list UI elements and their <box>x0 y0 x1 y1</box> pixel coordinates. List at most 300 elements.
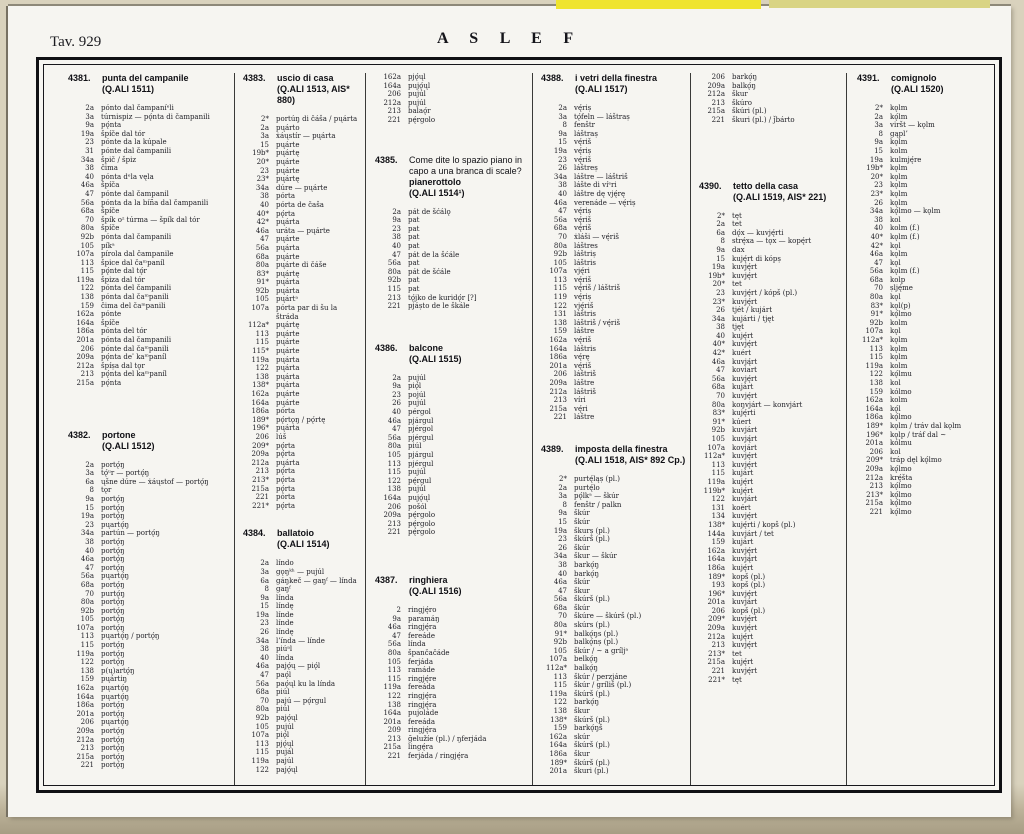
data-row <box>243 731 361 740</box>
entry-4382 <box>68 430 230 770</box>
dialect-form: láštriš / vę́riš <box>574 318 621 327</box>
point-number: 112a* <box>545 664 567 673</box>
point-number: 213 <box>387 107 401 116</box>
dialect-form: pujoláde <box>408 709 439 718</box>
point-number: 186a <box>865 413 883 422</box>
data-row <box>375 417 528 426</box>
dialect-form: pórta <box>276 493 296 502</box>
dialect-form: kǫlm <box>890 181 908 190</box>
data-row <box>857 104 990 113</box>
point-number: 107a <box>76 250 94 259</box>
point-number: 164a <box>707 555 725 564</box>
dialect-form: kǫ́lmo <box>890 499 912 508</box>
dialect-form: pųárte <box>276 166 300 175</box>
dialect-form: škúr <box>574 578 590 587</box>
dialect-form: pųárta <box>276 355 300 364</box>
dialect-form: pųárte <box>276 398 300 407</box>
point-number: 23 <box>392 390 401 399</box>
dialect-form: portǫ́ŋ <box>101 503 125 512</box>
data-row <box>68 486 230 495</box>
dialect-form: pajúl <box>276 756 294 765</box>
dialect-form: škúr / gríliš (pl.) <box>574 681 632 690</box>
point-number: 213 <box>387 293 401 302</box>
data-row <box>68 641 230 650</box>
point-number: 122 <box>387 691 401 700</box>
dialect-form: dǫ́x — kuvję́rti <box>732 228 784 237</box>
data-row <box>68 302 230 311</box>
dialect-form: tęt <box>732 211 742 220</box>
dialect-form: pųártę <box>276 175 300 184</box>
dialect-form: skúrs (pl.) <box>574 621 610 630</box>
data-row <box>375 494 528 503</box>
point-number: 91* <box>554 629 567 638</box>
point-number: 213 <box>711 98 725 107</box>
dialect-form: vę́riš <box>574 336 592 345</box>
data-row <box>243 680 361 689</box>
point-number: 20* <box>256 157 269 166</box>
point-number: 112a* <box>861 336 883 345</box>
data-row <box>243 175 361 184</box>
dialect-form: škur <box>574 707 590 715</box>
data-row <box>857 422 990 431</box>
dialect-form: portǫ́ŋ <box>101 598 125 607</box>
dialect-form: škuri (pl.) <box>574 767 609 776</box>
data-row <box>857 439 990 448</box>
dialect-form: pjáṣto de le škále <box>408 302 470 311</box>
point-number: 42* <box>870 241 883 250</box>
data-row <box>699 107 842 116</box>
dialect-form: kuję́rt di kópṣ <box>732 254 781 263</box>
dialect-form: kǫ́lmo — kǫlm <box>890 207 941 216</box>
entry-number: 4384. <box>243 528 266 539</box>
data-row <box>68 761 230 770</box>
data-row <box>699 452 842 461</box>
data-row <box>375 259 528 268</box>
dialect-form: ringję́ra <box>408 726 437 735</box>
point-number: 2a <box>392 373 401 382</box>
dialect-form: uráta — pųárte <box>276 226 330 235</box>
data-row <box>541 509 686 518</box>
dialect-form: pųárte <box>276 252 300 261</box>
data-row <box>541 518 686 527</box>
dialect-form: škúrš (pl.) <box>574 715 610 724</box>
point-number: 113 <box>80 258 94 267</box>
data-row <box>68 684 230 693</box>
data-row <box>541 707 686 716</box>
data-row <box>375 485 528 494</box>
data-row <box>541 319 686 328</box>
dialect-form: fenštr <box>574 121 595 130</box>
dialect-form: pat <box>408 284 420 293</box>
dialect-form: portǫ́ŋ <box>101 512 125 521</box>
point-number: 23 <box>85 520 94 529</box>
data-row <box>857 336 990 345</box>
data-row <box>243 577 361 586</box>
data-row <box>243 132 361 141</box>
data-row <box>243 261 361 270</box>
data-row <box>375 451 528 460</box>
point-number: 80a <box>255 705 269 714</box>
point-number: 189* <box>252 415 269 424</box>
point-number: 2* <box>717 211 725 220</box>
data-row <box>541 224 686 233</box>
entry-heading-text <box>102 430 230 452</box>
content-frame <box>36 57 1002 793</box>
dialect-form: kuvją́rt <box>732 555 758 564</box>
dialect-form: kuvję́rt <box>732 624 758 633</box>
point-number: 122 <box>80 658 94 667</box>
point-number: 9a <box>392 614 401 623</box>
entry-heading <box>541 444 686 466</box>
point-number: 113 <box>553 672 567 681</box>
point-number: 138* <box>252 381 269 390</box>
dialect-form: portǫ́ŋ <box>101 615 125 624</box>
dialect-form: línda <box>276 593 294 602</box>
point-number: 92b <box>80 232 94 241</box>
point-number: 113 <box>255 739 269 748</box>
entry-heading <box>375 575 528 597</box>
data-row <box>541 336 686 345</box>
entry-number: 4391. <box>857 73 880 83</box>
point-number: 119b* <box>703 486 725 495</box>
point-number: 215a <box>549 404 567 413</box>
dialect-form: portǫ́ŋ <box>101 555 125 564</box>
data-row <box>68 512 230 521</box>
point-number: 2* <box>559 474 567 483</box>
data-row <box>541 302 686 311</box>
dialect-form: kol <box>890 379 901 387</box>
data-row <box>243 201 361 210</box>
dialect-form: pųárta <box>276 286 300 295</box>
point-number: 215a <box>707 658 725 667</box>
data-row <box>375 649 528 658</box>
entry-4386 <box>375 343 528 537</box>
point-number: 56a <box>80 198 94 207</box>
dialect-form: ğelužíe (pl.) / ŋferjáda <box>408 734 487 743</box>
dialect-form: víri <box>574 396 586 405</box>
dialect-form: láštriš <box>574 387 596 396</box>
dialect-form: fereáde <box>408 631 436 640</box>
dialect-form: škur <box>574 749 590 758</box>
point-number: 107a <box>549 655 567 664</box>
data-row <box>375 709 528 718</box>
dialect-form: pjérgol <box>408 425 434 434</box>
dialect-form: lúš <box>276 432 287 441</box>
data-row <box>68 173 230 182</box>
point-number: 221 <box>387 752 401 761</box>
dialect-form: piúl <box>276 705 290 714</box>
dialect-form: škúrš (pl.) <box>574 535 610 544</box>
data-row <box>857 482 990 491</box>
dialect-form: škur <box>574 586 590 595</box>
data-row <box>541 501 686 510</box>
data-row <box>857 242 990 251</box>
point-number: 138 <box>869 379 883 387</box>
point-number: 212a <box>707 90 725 99</box>
data-row <box>68 504 230 513</box>
data-row <box>375 425 528 434</box>
dialect-form: pjárgul <box>408 416 434 425</box>
data-row <box>541 690 686 699</box>
point-number: 9a <box>392 216 401 225</box>
data-row <box>857 396 990 405</box>
data-row <box>857 199 990 208</box>
dialect-form: kǫlm <box>890 353 908 362</box>
dialect-form: pónte dal čaᵐpanili <box>101 344 169 353</box>
data-row <box>68 138 230 147</box>
point-number: 56a <box>869 267 883 276</box>
point-number: 9a <box>874 138 883 147</box>
data-row <box>699 487 842 496</box>
data-row <box>243 278 361 287</box>
point-number: 159 <box>553 724 567 733</box>
dialect-form: kuvję́rt <box>732 452 758 461</box>
dialect-form: purtę́ląṣ (pl.) <box>574 474 620 483</box>
entry-number: 4386. <box>375 342 398 353</box>
entry-4389 <box>541 444 686 776</box>
point-number: 201a <box>549 767 567 776</box>
point-number: 6a <box>260 576 269 585</box>
point-number: 206 <box>255 432 269 441</box>
dialect-form: fenštr / palkn <box>574 500 622 509</box>
point-number: 209a <box>76 353 94 362</box>
point-number: 107a <box>251 731 269 740</box>
data-row <box>541 190 686 199</box>
column-1 <box>44 73 234 785</box>
point-number: 40 <box>260 653 269 662</box>
dialect-form: pjǫ́ųl <box>408 73 426 81</box>
data-row <box>243 338 361 347</box>
continuation-rows <box>375 73 528 125</box>
data-row <box>541 741 686 750</box>
point-number: 3a <box>558 492 567 501</box>
data-row <box>857 113 990 122</box>
point-number: 56a <box>255 679 269 688</box>
point-number: 209a <box>76 727 94 735</box>
dialect-form: kǫlm <box>890 250 908 259</box>
dialect-form: kujárti / tjęt <box>732 314 775 323</box>
data-row <box>857 388 990 397</box>
dialect-form: kǫ́lmo <box>890 490 912 499</box>
dialect-form: portǫ́ŋ <box>101 744 125 753</box>
dialect-form: pųárto <box>276 123 300 132</box>
data-row <box>375 640 528 649</box>
data-row <box>243 485 361 494</box>
data-row <box>541 267 686 276</box>
dialect-form: vę́riṣ <box>574 207 592 216</box>
point-number: 23 <box>716 288 725 297</box>
dialect-form: pǫ́nte dal tǫ́r <box>101 267 147 276</box>
point-number: 38 <box>260 645 269 654</box>
entry-heading <box>68 430 230 452</box>
dialect-form: pát de šćálǫ <box>408 207 451 216</box>
dialect-form: škuri (pl.) / ǰbárto <box>732 115 795 124</box>
data-row <box>699 82 842 91</box>
dialect-form: ramáde <box>408 666 435 675</box>
dialect-form: čima del čaᵐpanili <box>101 301 166 310</box>
point-number: 47 <box>260 235 269 244</box>
entry-heading-text <box>277 73 361 106</box>
point-number: 9a <box>392 382 401 391</box>
dialect-form: kǫlp / tráf dal ~ <box>890 430 947 439</box>
dialect-form: portúŋ di čáša / pųárta <box>276 115 358 123</box>
dialect-form: pųárte <box>276 390 300 398</box>
dialect-form: pónta del čampanili <box>101 284 172 293</box>
point-number: 162a <box>549 336 567 345</box>
data-row <box>541 113 686 122</box>
point-number: 209* <box>708 615 725 624</box>
point-number: 15 <box>558 517 567 526</box>
point-number: 40 <box>392 408 401 417</box>
point-number: 47 <box>874 258 883 267</box>
point-number: 3a <box>260 132 269 141</box>
entry-4384 <box>243 528 361 774</box>
dialect-form: kujárt <box>732 469 754 478</box>
point-number: 3a <box>874 121 883 130</box>
dialect-form: pat <box>408 233 420 242</box>
dialect-form: pųártę <box>276 321 300 330</box>
point-number: 122 <box>387 476 401 485</box>
dialect-form: kuvję́rt <box>732 374 758 383</box>
point-number: 164a <box>549 344 567 353</box>
data-row <box>699 298 842 307</box>
dialect-form: portǫ́ŋ <box>101 494 125 503</box>
dialect-form: purtę́lo <box>574 483 600 492</box>
point-number: 215a <box>76 752 94 761</box>
dialect-form: portǫ́ŋ <box>101 761 125 770</box>
point-number: 209a <box>251 450 269 459</box>
dialect-form: láštris <box>574 310 596 319</box>
data-row <box>243 184 361 193</box>
entry-number: 4389. <box>541 443 564 454</box>
dialect-form: pǫ́nta <box>101 379 122 387</box>
data-row <box>541 570 686 579</box>
data-row <box>375 233 528 242</box>
data-row <box>857 190 990 199</box>
dialect-form: pǫ́rta <box>276 450 296 459</box>
dialect-form: tráp dęl kǫ́lmo <box>890 456 942 465</box>
data-row <box>699 667 842 676</box>
data-row <box>699 641 842 650</box>
data-row <box>699 255 842 264</box>
dialect-form: kǫl <box>890 327 901 336</box>
point-number: 19a <box>553 526 567 535</box>
data-row <box>68 293 230 302</box>
data-row <box>68 284 230 293</box>
point-number: 23 <box>558 155 567 164</box>
dialect-form: vę́riṣ <box>574 293 592 302</box>
dialect-form: kǫ́lmo <box>890 413 912 422</box>
data-row <box>375 225 528 234</box>
dialect-form: portǫ́ŋ <box>101 658 125 667</box>
data-row <box>243 502 361 511</box>
data-row <box>68 379 230 388</box>
column-2 <box>234 73 365 785</box>
point-number: 119a <box>383 683 401 692</box>
dialect-form: portǫ́ŋ <box>101 727 125 735</box>
point-number: 119 <box>553 293 567 302</box>
data-row <box>541 527 686 536</box>
point-number: 92b <box>387 276 401 285</box>
dialect-form: kǫl <box>890 241 901 250</box>
point-number: 40 <box>716 331 725 340</box>
dialect-form: balkǫ́ŋ <box>574 664 598 673</box>
entry-ref: (Q.ALI 1514) <box>277 539 330 550</box>
point-number: 119a <box>76 649 94 658</box>
dialect-form: piǫ́l <box>276 731 290 740</box>
dialect-form: dax <box>732 245 745 254</box>
data-row <box>541 250 686 259</box>
data-row <box>375 391 528 400</box>
dialect-form: láštraṣ <box>574 129 598 138</box>
data-row <box>699 469 842 478</box>
point-number: 144a <box>707 529 725 538</box>
data-row <box>699 590 842 599</box>
data-row <box>375 73 528 82</box>
dialect-form: portǫ́ŋ <box>101 606 125 615</box>
point-number: 40 <box>558 189 567 198</box>
data-row <box>541 362 686 371</box>
dialect-form: gaŋᶠ <box>276 585 291 594</box>
data-row <box>699 581 842 590</box>
data-row <box>541 413 686 422</box>
data-row <box>375 107 528 116</box>
dialect-form: kuvję́rt / kópš (pl.) <box>732 288 798 297</box>
point-number: 201a <box>383 717 401 726</box>
dialect-form: pųártiŋ <box>101 675 128 684</box>
dialect-form: portǫ́ŋ <box>101 623 125 632</box>
dialect-form: kuvją́rt <box>732 357 758 366</box>
point-number: 20* <box>712 280 725 289</box>
dialect-form: láštriš <box>574 370 596 379</box>
data-row <box>699 99 842 108</box>
dialect-form: túrnispiz — pǫ́nta di čampanili <box>101 112 210 121</box>
dialect-form: pǫ́rta <box>276 467 296 476</box>
point-number: 212a <box>76 361 94 370</box>
point-number: 164a <box>549 741 567 750</box>
data-row <box>857 216 990 225</box>
dialect-form: kol <box>890 215 901 224</box>
dialect-form: pórta de čaša <box>276 200 324 209</box>
dialect-form: pát de šćále <box>408 267 451 276</box>
data-row <box>375 268 528 277</box>
data-row <box>243 450 361 459</box>
data-row <box>243 330 361 339</box>
data-row <box>68 564 230 573</box>
point-number: 47 <box>85 189 94 198</box>
data-row <box>243 158 361 167</box>
data-row <box>375 374 528 383</box>
dialect-form: ųšne dúre — ẋáųstof — portǫ́ŋ <box>101 477 209 486</box>
entry-heading-text <box>891 73 990 95</box>
data-row <box>243 766 361 775</box>
data-row <box>68 607 230 616</box>
data-row <box>699 392 842 401</box>
data-row <box>243 287 361 296</box>
data-row <box>375 528 528 537</box>
data-row <box>375 666 528 675</box>
dialect-form: pǫ́rta <box>276 501 296 510</box>
entry-ref: (Q.ALI 1517) <box>575 84 628 94</box>
dialect-form: balkǫ́ŋs (pl.) <box>574 629 619 638</box>
data-row <box>541 484 686 493</box>
point-number: 113 <box>387 459 401 468</box>
data-row <box>375 442 528 451</box>
dialect-form: tǫr <box>101 486 112 495</box>
dialect-form: škúr <box>574 603 590 612</box>
data-row <box>541 130 686 139</box>
data-row <box>699 530 842 539</box>
